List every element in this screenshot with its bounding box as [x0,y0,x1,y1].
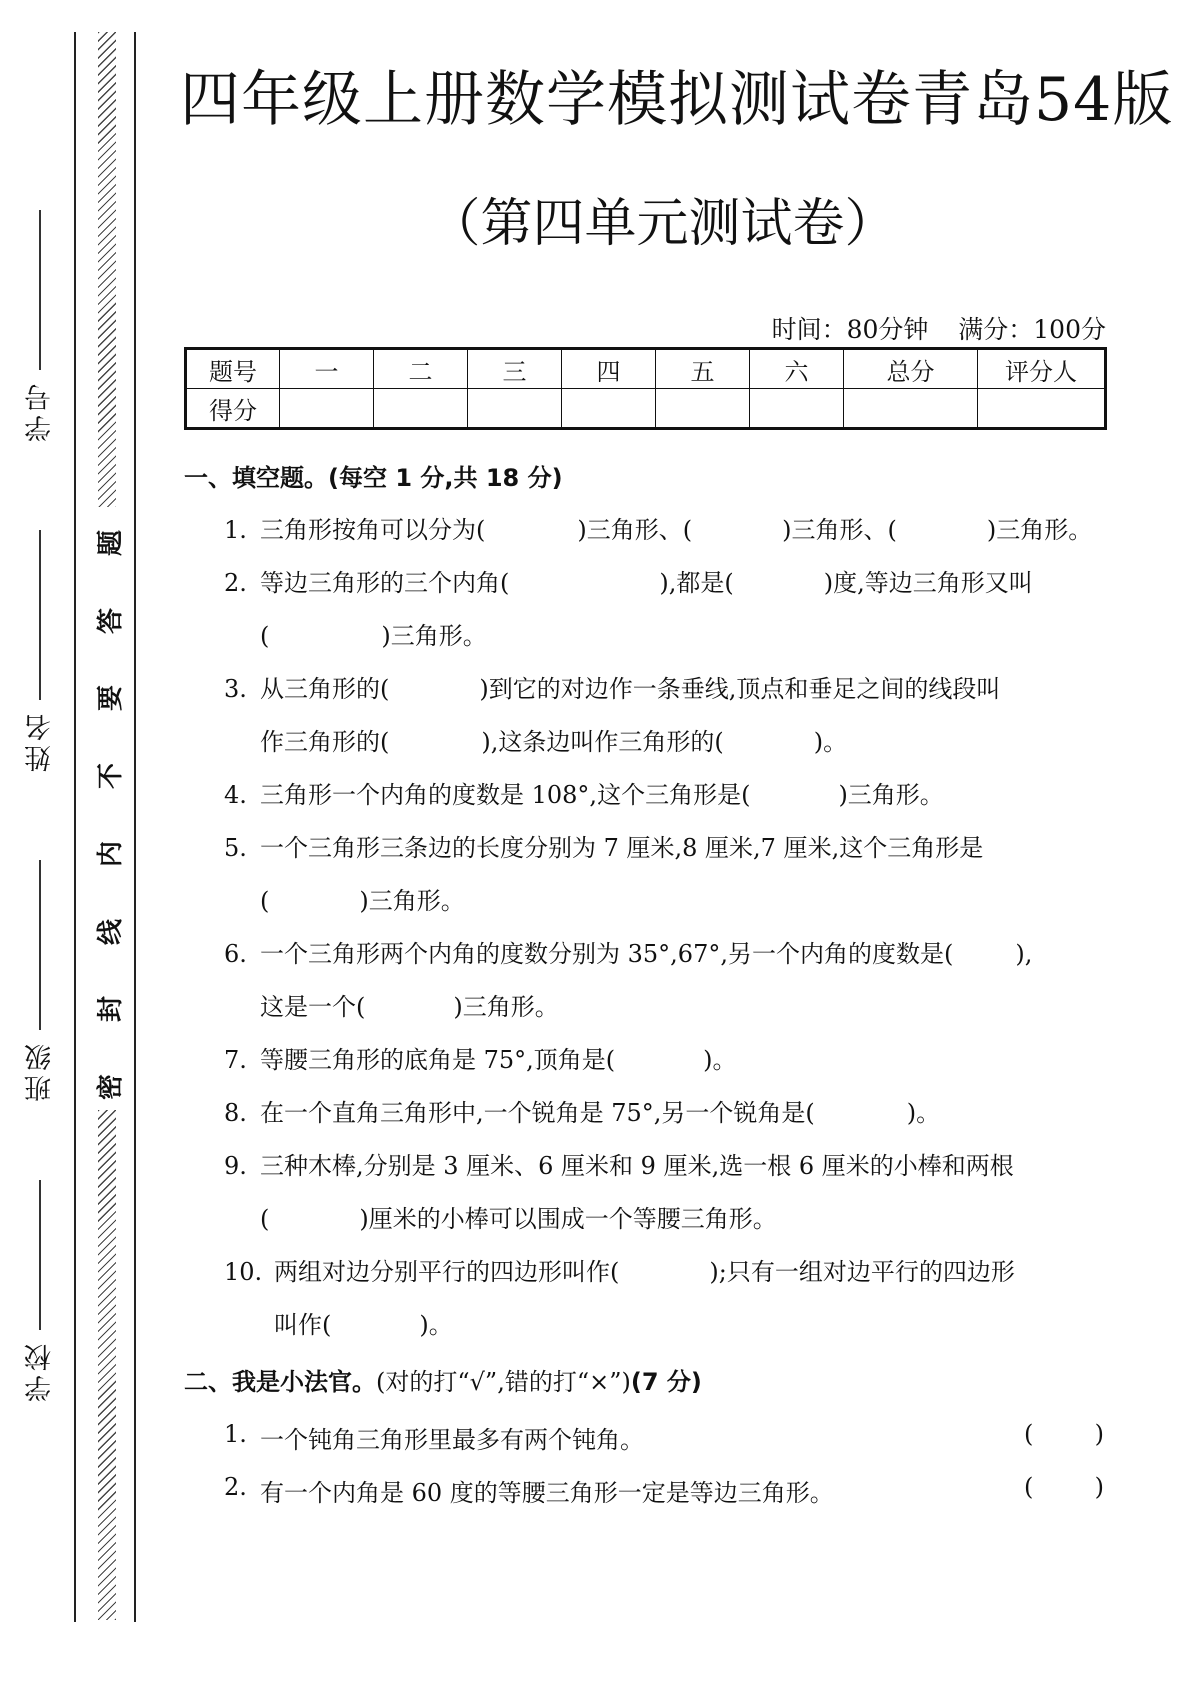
bracket-close: ) [1094,1420,1104,1448]
question-text: )度,等边三角形又叫 [823,569,1033,597]
question-text: )三角形。 [453,993,559,1021]
question-text: )三角形。 [381,622,487,650]
score-cell[interactable] [750,389,844,429]
section1-heading [184,458,563,493]
binding-margin [0,0,150,1682]
question-5 [224,836,1104,860]
question-text: )。 [813,728,848,756]
question-text: 三角形按角可以分为( [260,516,486,544]
question-text: );只有一组对边平行的四边形 [709,1258,1015,1286]
notice-char: 题 [95,529,126,557]
header-cell: 二 [374,349,468,389]
question-number: 7. [224,1046,247,1074]
notice-char: 内 [95,840,126,867]
question-text: 等腰三角形的底角是 75°,顶角是( [260,1046,616,1074]
score-table-score-row [186,389,1106,429]
question-text: )厘米的小棒可以围成一个等腰三角形。 [359,1205,777,1233]
question-text: )。 [703,1046,737,1074]
header-cell: 一 [280,349,374,389]
question-10 [224,1260,1104,1284]
exam-meta [772,310,1106,346]
score-cell[interactable] [562,389,656,429]
question-text: )。 [419,1311,453,1339]
question-text: 这是一个( [260,993,366,1021]
question-text: )三角形、( [782,516,897,544]
score-table [184,347,1107,430]
score-cell[interactable] [978,389,1106,429]
section2-points: (7 分) [630,1368,702,1396]
seal-line-notice [94,530,128,1100]
notice-char: 线 [95,918,126,945]
score-table-header-row [186,349,1106,389]
question-number: 9. [224,1152,247,1180]
score-cell[interactable] [844,389,978,429]
section2-heading [184,1362,702,1397]
section2-title: 二、我是小法官。 [184,1368,376,1396]
question-5-continued [260,889,465,913]
class-field[interactable] [18,860,62,1102]
question-number: 10. [224,1258,263,1286]
question-text: 三角形一个内角的度数是 108°,这个三角形是( [260,781,751,809]
notice-char: 答 [95,607,126,634]
bracket-open: ( [1024,1420,1034,1448]
question-number: 3. [224,675,247,703]
student-id-field[interactable] [18,210,62,442]
school-field[interactable] [18,1180,62,1402]
question-text: 一个三角形三条边的长度分别为 7 厘米,8 厘米,7 厘米,这个三角形是 [260,834,984,862]
question-number: 2. [224,569,247,597]
question-number: 6. [224,940,247,968]
question-text: 一个钝角三角形里最多有两个钝角。 [260,1426,644,1454]
answer-bracket[interactable] [1024,1473,1104,1508]
question-text: )到它的对边作一条垂线,顶点和垂足之间的线段叫 [479,675,1001,703]
question-text: )三角形、( [577,516,693,544]
question-7 [224,1048,1104,1072]
question-text: )三角形。 [838,781,944,809]
question-6-continued [260,995,559,1019]
question-text: ),这条边叫作三角形的( [481,728,724,756]
bracket-close: ) [1094,1473,1104,1501]
true-false-1 [224,1420,1104,1455]
header-cell: 评分人 [978,349,1106,389]
question-number: 1. [224,1420,247,1448]
question-text: 三种木棒,分别是 3 厘米、6 厘米和 9 厘米,选一根 6 厘米的小棒和两根 [260,1152,1014,1180]
score-row-label: 得分 [186,389,280,429]
notice-char: 要 [95,685,126,712]
header-cell: 六 [750,349,844,389]
question-text: )三角形。 [986,516,1093,544]
name-field[interactable] [18,530,62,772]
question-text: 等边三角形的三个内角( [260,569,510,597]
question-text: ( [260,1205,270,1233]
score-cell[interactable] [468,389,562,429]
hatch-bottom [98,1110,116,1620]
bracket-open: ( [1024,1473,1034,1501]
question-number: 1. [224,516,247,544]
question-number: 2. [224,1473,247,1501]
class-label: 班级 [24,1040,56,1102]
question-text: 两组对边分别平行的四边形叫作( [274,1258,620,1286]
answer-bracket[interactable] [1024,1420,1104,1455]
notice-char: 封 [95,996,126,1023]
question-3 [224,677,1104,701]
question-3-continued [260,730,847,754]
question-text: )。 [906,1099,941,1127]
question-1 [224,518,1104,542]
header-cell: 三 [468,349,562,389]
school-label: 学校 [24,1340,56,1402]
header-cell: 总分 [844,349,978,389]
question-number: 8. [224,1099,247,1127]
true-false-2 [224,1473,1104,1508]
score-cell[interactable] [374,389,468,429]
question-2 [224,571,1104,595]
page-title: 四年级上册数学模拟测试卷青岛54版 [180,65,1174,135]
header-cell: 题号 [186,349,280,389]
question-text: 从三角形的( [260,675,390,703]
question-number: 5. [224,834,247,862]
question-9-continued [260,1207,777,1231]
margin-line-left [74,32,76,1622]
question-number: 4. [224,781,247,809]
question-8 [224,1101,1104,1125]
header-cell: 四 [562,349,656,389]
question-text: ( [260,887,270,915]
score-cell[interactable] [280,389,374,429]
section1-points: (每空 1 分,共 18 分) [328,464,563,492]
question-4 [224,783,1104,807]
section2-instruction: (对的打“√”,错的打“×”) [376,1368,631,1396]
score-cell[interactable] [656,389,750,429]
question-text: 一个三角形两个内角的度数分别为 35°,67°,另一个内角的度数是( [260,940,954,968]
student-id-label: 学号 [24,380,56,442]
notice-char: 密 [95,1073,126,1100]
full-score-label: 满分：100分 [958,315,1106,344]
question-text: 有一个内角是 60 度的等腰三角形一定是等边三角形。 [260,1479,834,1507]
page-subtitle: （第四单元测试卷） [428,194,897,254]
question-text: 叫作( [274,1311,332,1339]
question-2-continued [260,624,487,648]
question-text: 在一个直角三角形中,一个锐角是 75°,另一个锐角是( [260,1099,815,1127]
question-text: ),都是( [659,569,734,597]
header-cell: 五 [656,349,750,389]
notice-char: 不 [95,763,126,790]
question-text: ), [1015,940,1033,968]
name-label: 姓名 [24,710,56,772]
question-9 [224,1154,1104,1178]
question-text: )三角形。 [359,887,465,915]
question-text: ( [260,622,270,650]
section1-title: 一、填空题。 [184,464,328,492]
question-6 [224,942,1104,966]
margin-line-right [134,32,136,1622]
hatch-top [98,32,116,507]
question-10-continued [274,1313,453,1337]
time-label: 时间：80分钟 [771,315,929,344]
question-text: 作三角形的( [260,728,390,756]
